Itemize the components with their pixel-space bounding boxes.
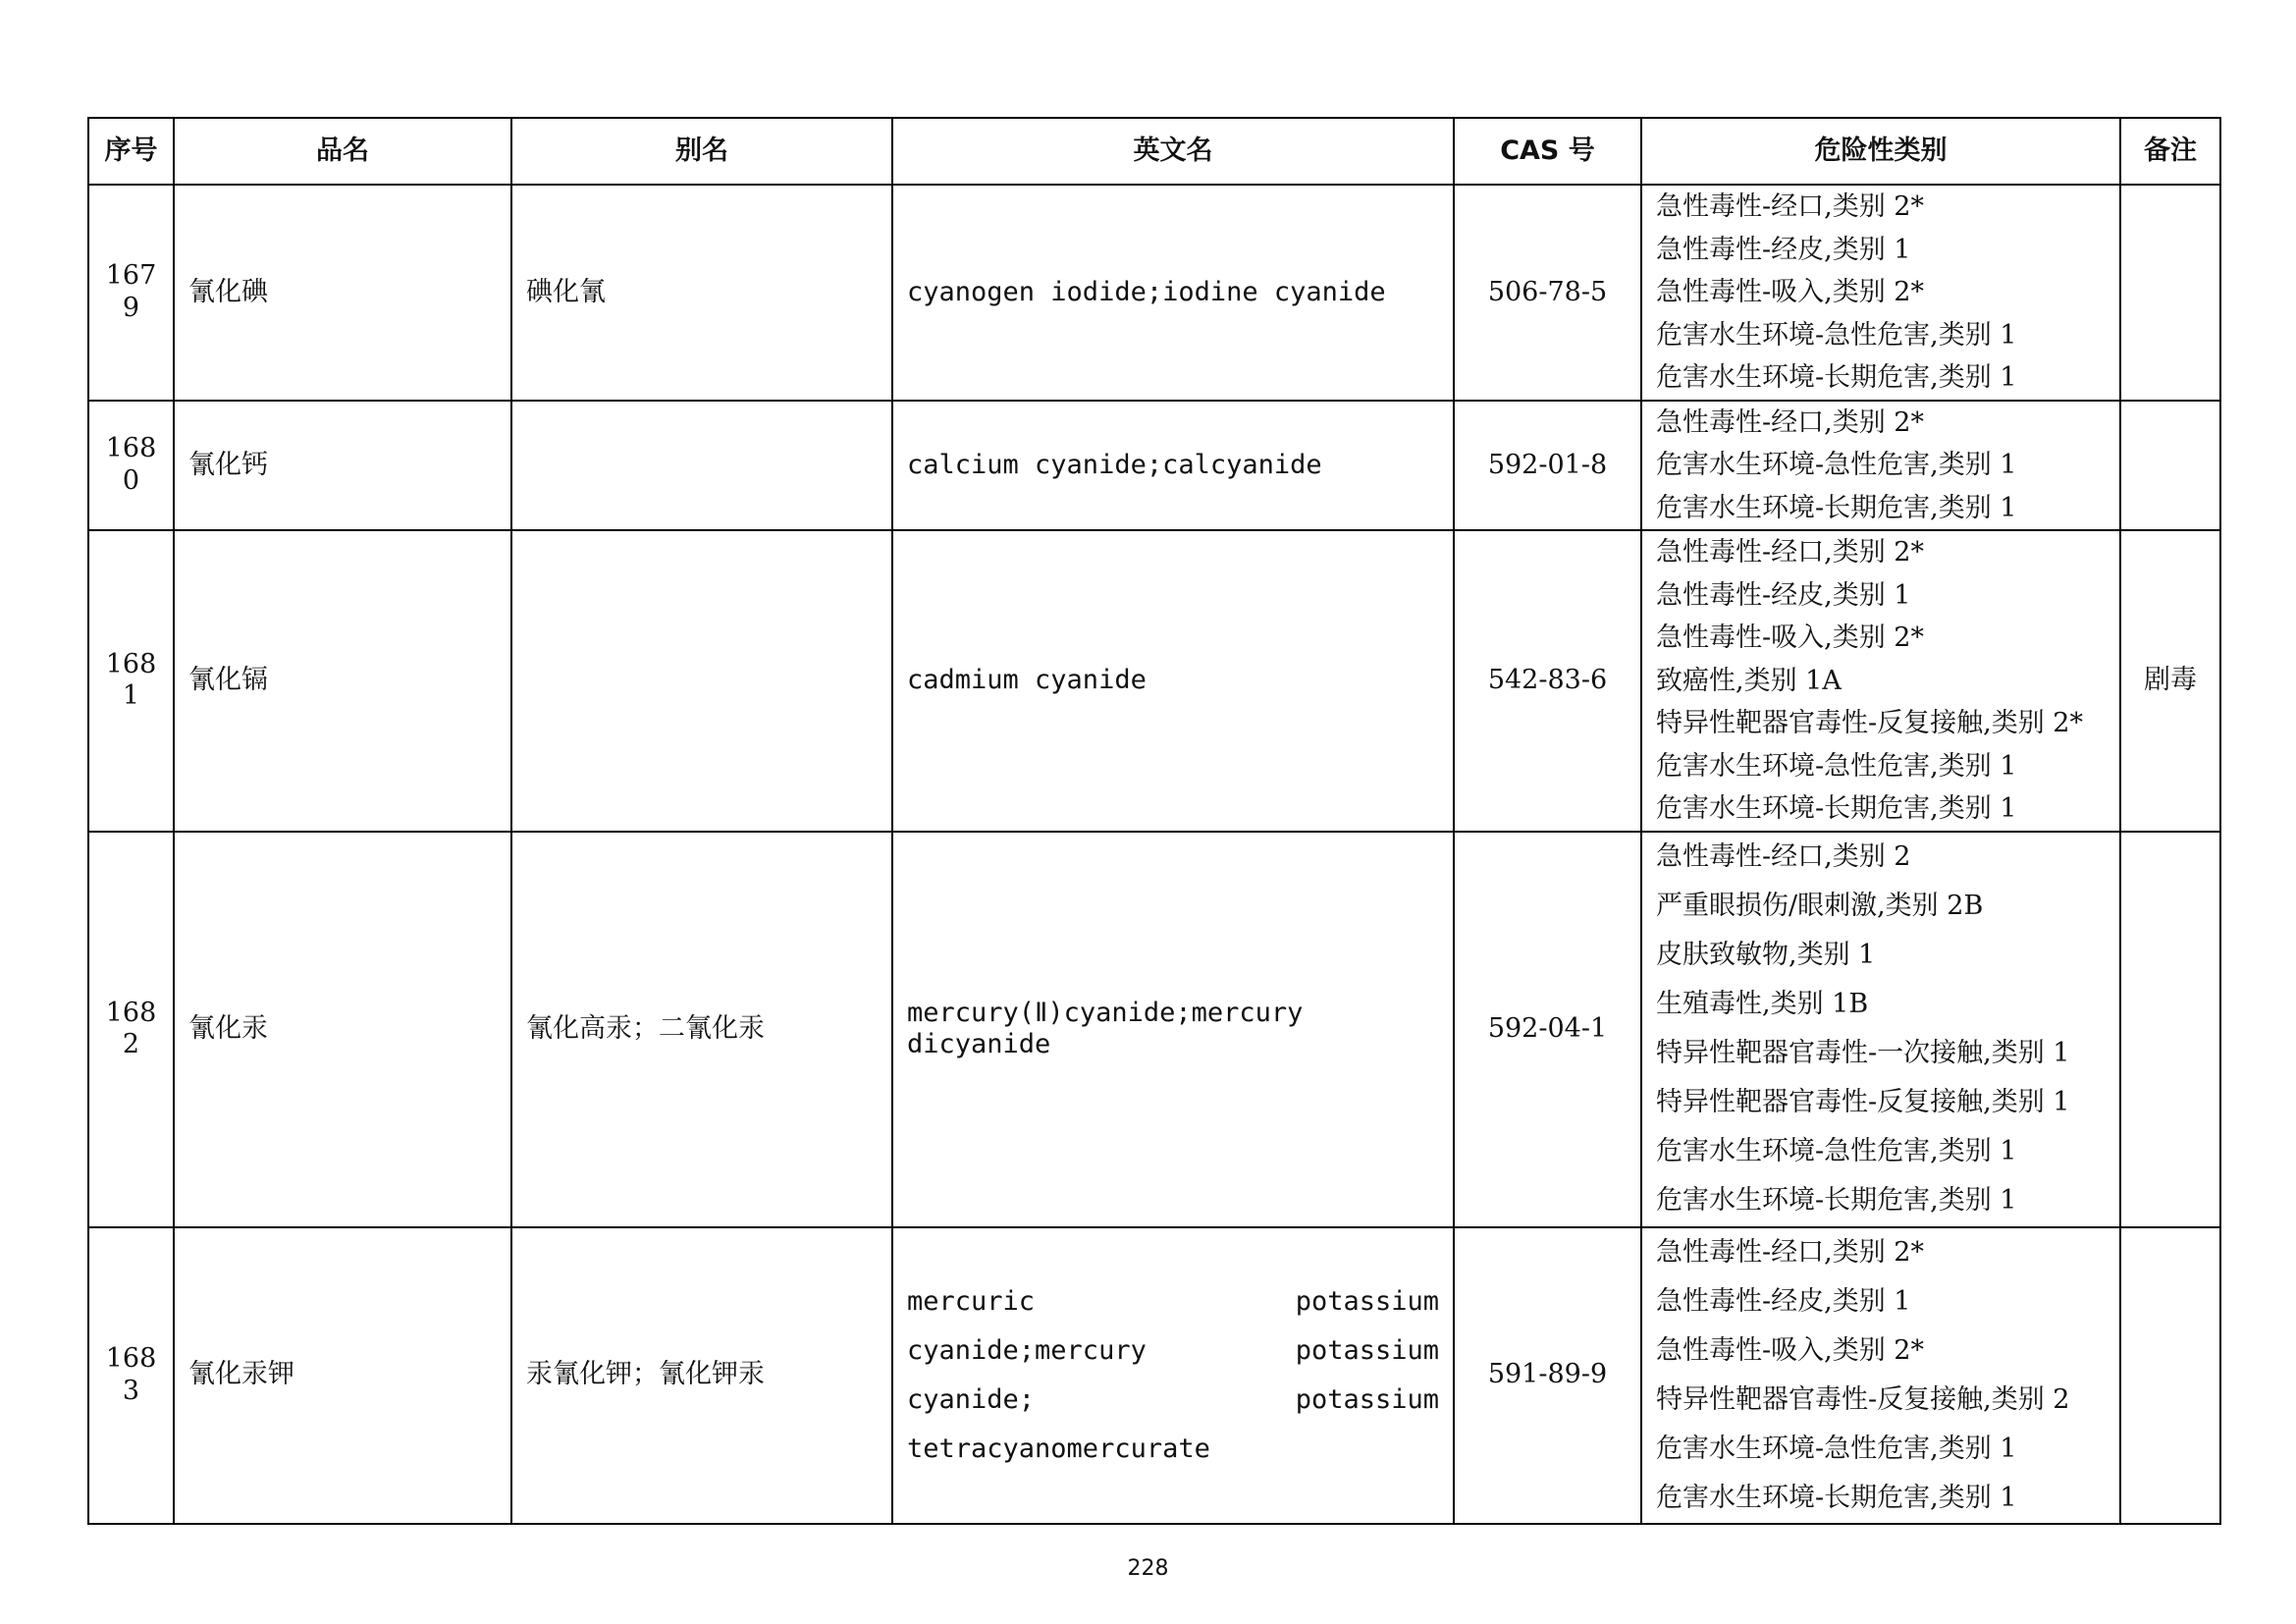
header-note: 备注 [2120, 118, 2220, 185]
cell-english-name: mercury(Ⅱ)cyanide;mercury dicyanide [892, 832, 1454, 1227]
hazard-line: 危害水生环境-长期危害,类别 1 [1656, 1185, 2017, 1216]
cell-alias [511, 401, 892, 531]
hazard-line: 特异性靶器官毒性-反复接触,类别 1 [1656, 1087, 2070, 1117]
cell-note [2120, 185, 2220, 401]
cell-seq: 1682 [88, 832, 174, 1227]
header-english-name: 英文名 [892, 118, 1454, 185]
cell-alias: 汞氰化钾；氰化钾汞 [511, 1227, 892, 1524]
table-row [88, 1227, 2220, 1524]
table-body [88, 185, 2220, 1524]
cell-alias: 碘化氰 [511, 185, 892, 401]
cell-hazard-class [1641, 185, 2120, 401]
hazard-line: 危害水生环境-急性危害,类别 1 [1656, 450, 2017, 480]
cell-cas: 592-01-8 [1454, 401, 1641, 531]
cell-note [2120, 1227, 2220, 1524]
cell-english-name: mercuric potassium cyanide;mercury potassium cyanide; potassium tetracyanomercurate [892, 1227, 1454, 1524]
header-cas: CAS 号 [1454, 118, 1641, 185]
hazard-line: 特异性靶器官毒性-反复接触,类别 2* [1656, 708, 2083, 738]
hazard-line: 急性毒性-吸入,类别 2* [1656, 277, 1924, 307]
hazard-line: 严重眼损伤/眼刺激,类别 2B [1656, 891, 1984, 921]
header-row [88, 118, 2220, 185]
hazard-line: 危害水生环境-急性危害,类别 1 [1656, 1433, 2017, 1464]
hazard-line: 皮肤致敏物,类别 1 [1656, 940, 1876, 970]
hazard-line: 急性毒性-经口,类别 2* [1656, 1236, 1924, 1268]
hazard-line: 特异性靶器官毒性-反复接触,类别 2 [1656, 1383, 2070, 1415]
cell-english-name: calcium cyanide;calcyanide [892, 401, 1454, 531]
table-header [88, 118, 2220, 185]
cell-note [2120, 401, 2220, 531]
table-row [88, 832, 2220, 1227]
cell-cas: 542-83-6 [1454, 530, 1641, 832]
table-row [88, 185, 2220, 401]
cell-hazard-class [1641, 401, 2120, 531]
hazard-line: 急性毒性-经皮,类别 1 [1656, 1285, 1911, 1317]
hazard-line: 急性毒性-经口,类别 2* [1656, 406, 1924, 438]
cell-cas: 592-04-1 [1454, 832, 1641, 1227]
cell-name: 氰化钙 [174, 401, 511, 531]
cell-note [2120, 832, 2220, 1227]
hazard-line: 危害水生环境-急性危害,类别 1 [1656, 319, 2017, 351]
cell-english-name: cadmium cyanide [892, 530, 1454, 832]
page-number: 228 [1127, 1556, 1169, 1581]
hazard-line: 危害水生环境-急性危害,类别 1 [1656, 1136, 2017, 1166]
cell-english-name: cyanogen iodide;iodine cyanide [892, 185, 1454, 401]
header-alias: 别名 [511, 118, 892, 185]
hazard-line: 危害水生环境-长期危害,类别 1 [1656, 793, 2017, 824]
hazard-line: 危害水生环境-长期危害,类别 1 [1656, 1482, 2017, 1513]
table-row [88, 401, 2220, 531]
cell-hazard-class [1641, 832, 2120, 1227]
cell-name: 氰化汞 [174, 832, 511, 1227]
hazardous-chemicals-table [87, 117, 2221, 1525]
cell-alias: 氰化高汞；二氰化汞 [511, 832, 892, 1227]
hazard-line: 致癌性,类别 1A [1656, 665, 1842, 696]
cell-name: 氰化镉 [174, 530, 511, 832]
hazard-line: 急性毒性-经皮,类别 1 [1656, 234, 1911, 265]
cell-hazard-class [1641, 1227, 2120, 1524]
cell-name: 氰化碘 [174, 185, 511, 401]
cell-cas: 506-78-5 [1454, 185, 1641, 401]
cell-cas: 591-89-9 [1454, 1227, 1641, 1524]
table-row [88, 530, 2220, 832]
cell-seq: 1680 [88, 401, 174, 531]
cell-note: 剧毒 [2120, 530, 2220, 832]
hazard-line: 急性毒性-吸入,类别 2* [1656, 623, 1924, 653]
cell-hazard-class [1641, 530, 2120, 832]
cell-seq: 1681 [88, 530, 174, 832]
hazard-line: 危害水生环境-长期危害,类别 1 [1656, 362, 2017, 393]
hazard-line: 危害水生环境-长期危害,类别 1 [1656, 492, 2017, 523]
cell-name: 氰化汞钾 [174, 1227, 511, 1524]
header-seq: 序号 [88, 118, 174, 185]
hazard-line: 急性毒性-经口,类别 2 [1656, 841, 1911, 872]
hazard-line: 急性毒性-经口,类别 2* [1656, 191, 1924, 222]
cell-seq: 1679 [88, 185, 174, 401]
header-name: 品名 [174, 118, 511, 185]
header-hazard-class: 危险性类别 [1641, 118, 2120, 185]
cell-seq: 1683 [88, 1227, 174, 1524]
hazard-line: 急性毒性-经皮,类别 1 [1656, 579, 1911, 611]
hazard-line: 危害水生环境-急性危害,类别 1 [1656, 750, 2017, 782]
hazard-line: 急性毒性-经口,类别 2* [1656, 537, 1924, 568]
cell-alias [511, 530, 892, 832]
hazard-line: 特异性靶器官毒性-一次接触,类别 1 [1656, 1038, 2070, 1068]
hazard-line: 生殖毒性,类别 1B [1656, 989, 1869, 1019]
hazard-line: 急性毒性-吸入,类别 2* [1656, 1334, 1924, 1366]
